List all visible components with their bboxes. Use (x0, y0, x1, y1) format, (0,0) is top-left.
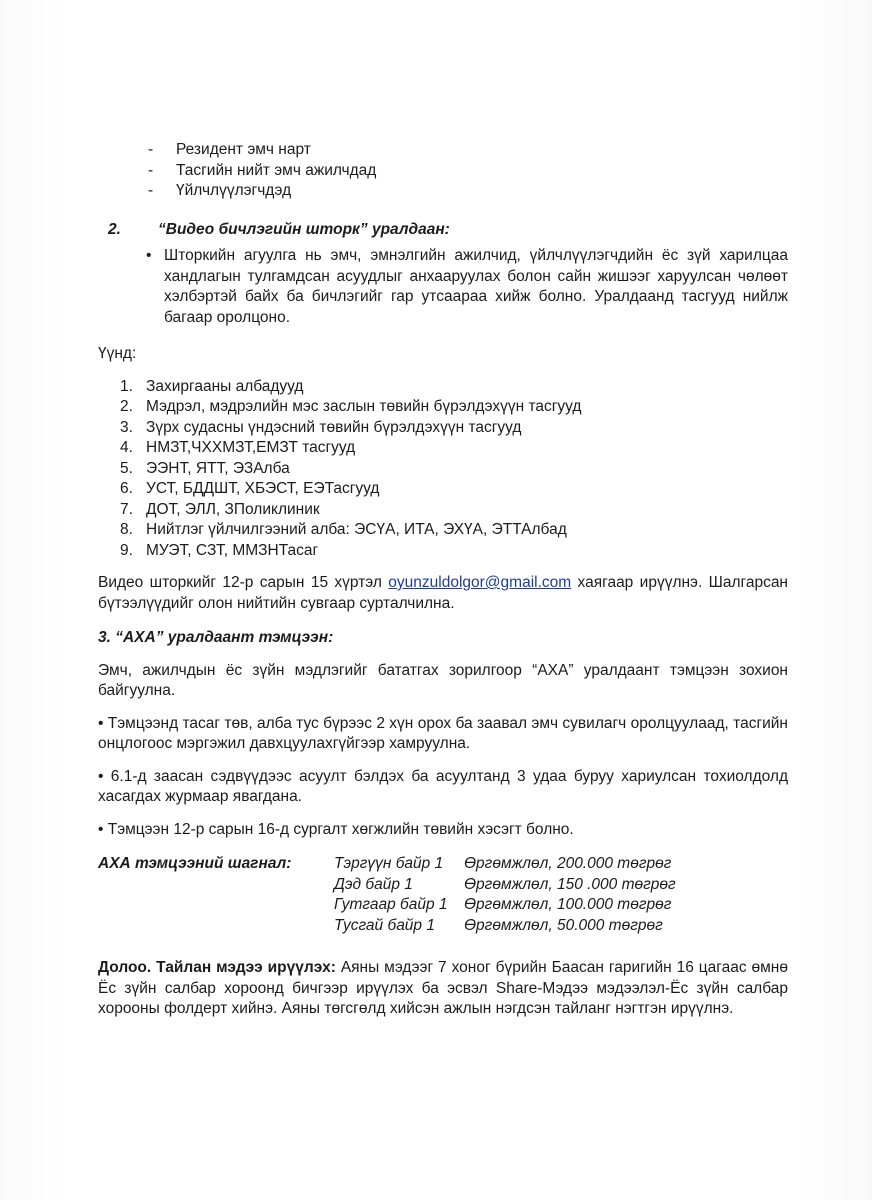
section-3-point: • Тэмцээн 12-р сарын 16-д сургалт хөгжлийн төвийн хэсэгт болно. (98, 820, 574, 838)
section-title: “Видео бичлэгийн шторк” уралдаан: (158, 220, 450, 238)
prize-row: Дэд байр 1 Өргөмжлөл, 150 .000 төгрөг (334, 875, 676, 893)
video-submission-note: Видео шторкийг 12-р сарын 15 хүртэл oyunzuldolgor@gmail.com хаягаар ирүүлнэ. Шалгарсан бүтээлүүдийг олон нийтийн сувгаар сурталчилна. (98, 574, 788, 612)
list-item: 6. УСТ, БДДШТ, ХБЭСТ, ЕЭТасгууд (120, 480, 380, 497)
prize-row: Гутгаар байр 1 Өргөмжлөл, 100.000 төгрөг (334, 896, 672, 913)
section-2-heading (98, 220, 788, 241)
prize-table (98, 854, 788, 936)
section-3-point: • Тэмцээнд тасаг төв, алба тус бүрээс 2 хүн орох ба заавал эмч сувилагч оролцуулаад, тасгийн онцлогоос мэргэжил давхцуулахгүйгээр хамруулна. (98, 714, 788, 752)
list-item: 3. Зүрх судасны үндэсний төвийн бүрэлдэхүүн тасгууд (120, 418, 522, 436)
document-content (98, 140, 788, 1020)
list-item: 1. Захиргааны албадууд (120, 377, 304, 395)
list-item: - Тасгийн нийт эмч ажилчдад (148, 161, 788, 182)
group-list (120, 377, 788, 562)
prize-row: Тэргүүн байр 1 Өргөмжлөл, 200.000 төгрөг (334, 855, 672, 872)
prize-label: АХА тэмцээний шагнал: (98, 855, 292, 872)
section-3-heading: 3. “АХА” уралдаант тэмцээн: (98, 629, 334, 646)
section-2-bullet: • Шторкийн агуулга нь эмч, эмнэлгийн ажилчид, үйлчлүүлэгчдийн ёс зүй харилцаа хандлагын тулгамдсан асуудлыг анхааруулах болон сайн жишээг харуулсан чөлөөт хэлбэртэй байх ба бичлэгийг гар утсаараа хийж болно. Уралдаанд тасгууд нийлж багаар оролцоно. (146, 246, 788, 328)
section-3-point: • 6.1-д заасан сэдвүүдээс асуулт бэлдэх ба асуултанд 3 удаа буруу хариулсан тохиолдолд хасагдах журмаар явагдана. (98, 767, 788, 805)
section-3-intro: Эмч, ажилчдын ёс зүйн мэдлэгийг бататгах зорилгоор “АХА” уралдаант тэмцээн зохион байгуулна. (98, 661, 788, 699)
list-item: 2. Мэдрэл, мэдрэлийн мэс заслын төвийн бүрэлдэхүүн тасгууд (120, 398, 582, 415)
participant-list (148, 140, 788, 202)
report-submission-paragraph: Долоо. Тайлан мэдээ ирүүлэх: Аяны мэдээг 7 хоног бүрийн Баасан гаригийн 16 цагаас өмнө Ёс зүйн салбар хороонд бичгээр ирүүлэх ба эсвэл Share-Мэдээ мэдээлэл-Ёс зүйн салбар хорооны фолдерт хийнэ. Аяны төгсгөлд хийсэн ажлын нэгдсэн тайланг нэгтгэн ирүүлнэ. (98, 959, 788, 1017)
list-item: 8. Нийтлэг үйлчилгээний алба: ЭСҮА, ИТА, ЭХҮА, ЭТТАлбад (120, 521, 567, 538)
list-item: 4. НМЗТ,ЧХХМЗТ,ЕМЗТ тасгууд (120, 439, 356, 456)
prize-row: Тусгай байр 1 Өргөмжлөл, 50.000 төгрөг (334, 916, 663, 934)
basis-label: Үүнд: (98, 345, 137, 362)
list-item: 7. ДОТ, ЭЛЛ, ЗПоликлиник (120, 500, 320, 518)
list-item: 9. МУЭТ, СЗТ, ММЗНТасаг (120, 541, 319, 559)
list-item: - Үйлчлүүлэгчдэд (148, 181, 788, 202)
report-heading: Долоо. Тайлан мэдээ ирүүлэх: (98, 959, 336, 976)
section-number: 2. (108, 220, 121, 238)
list-item: - Резидент эмч нарт (148, 140, 788, 161)
list-item: 5. ЭЭНТ, ЯТТ, ЭЗАлба (120, 459, 290, 477)
email-link[interactable]: oyunzuldolgor@gmail.com (388, 574, 572, 591)
